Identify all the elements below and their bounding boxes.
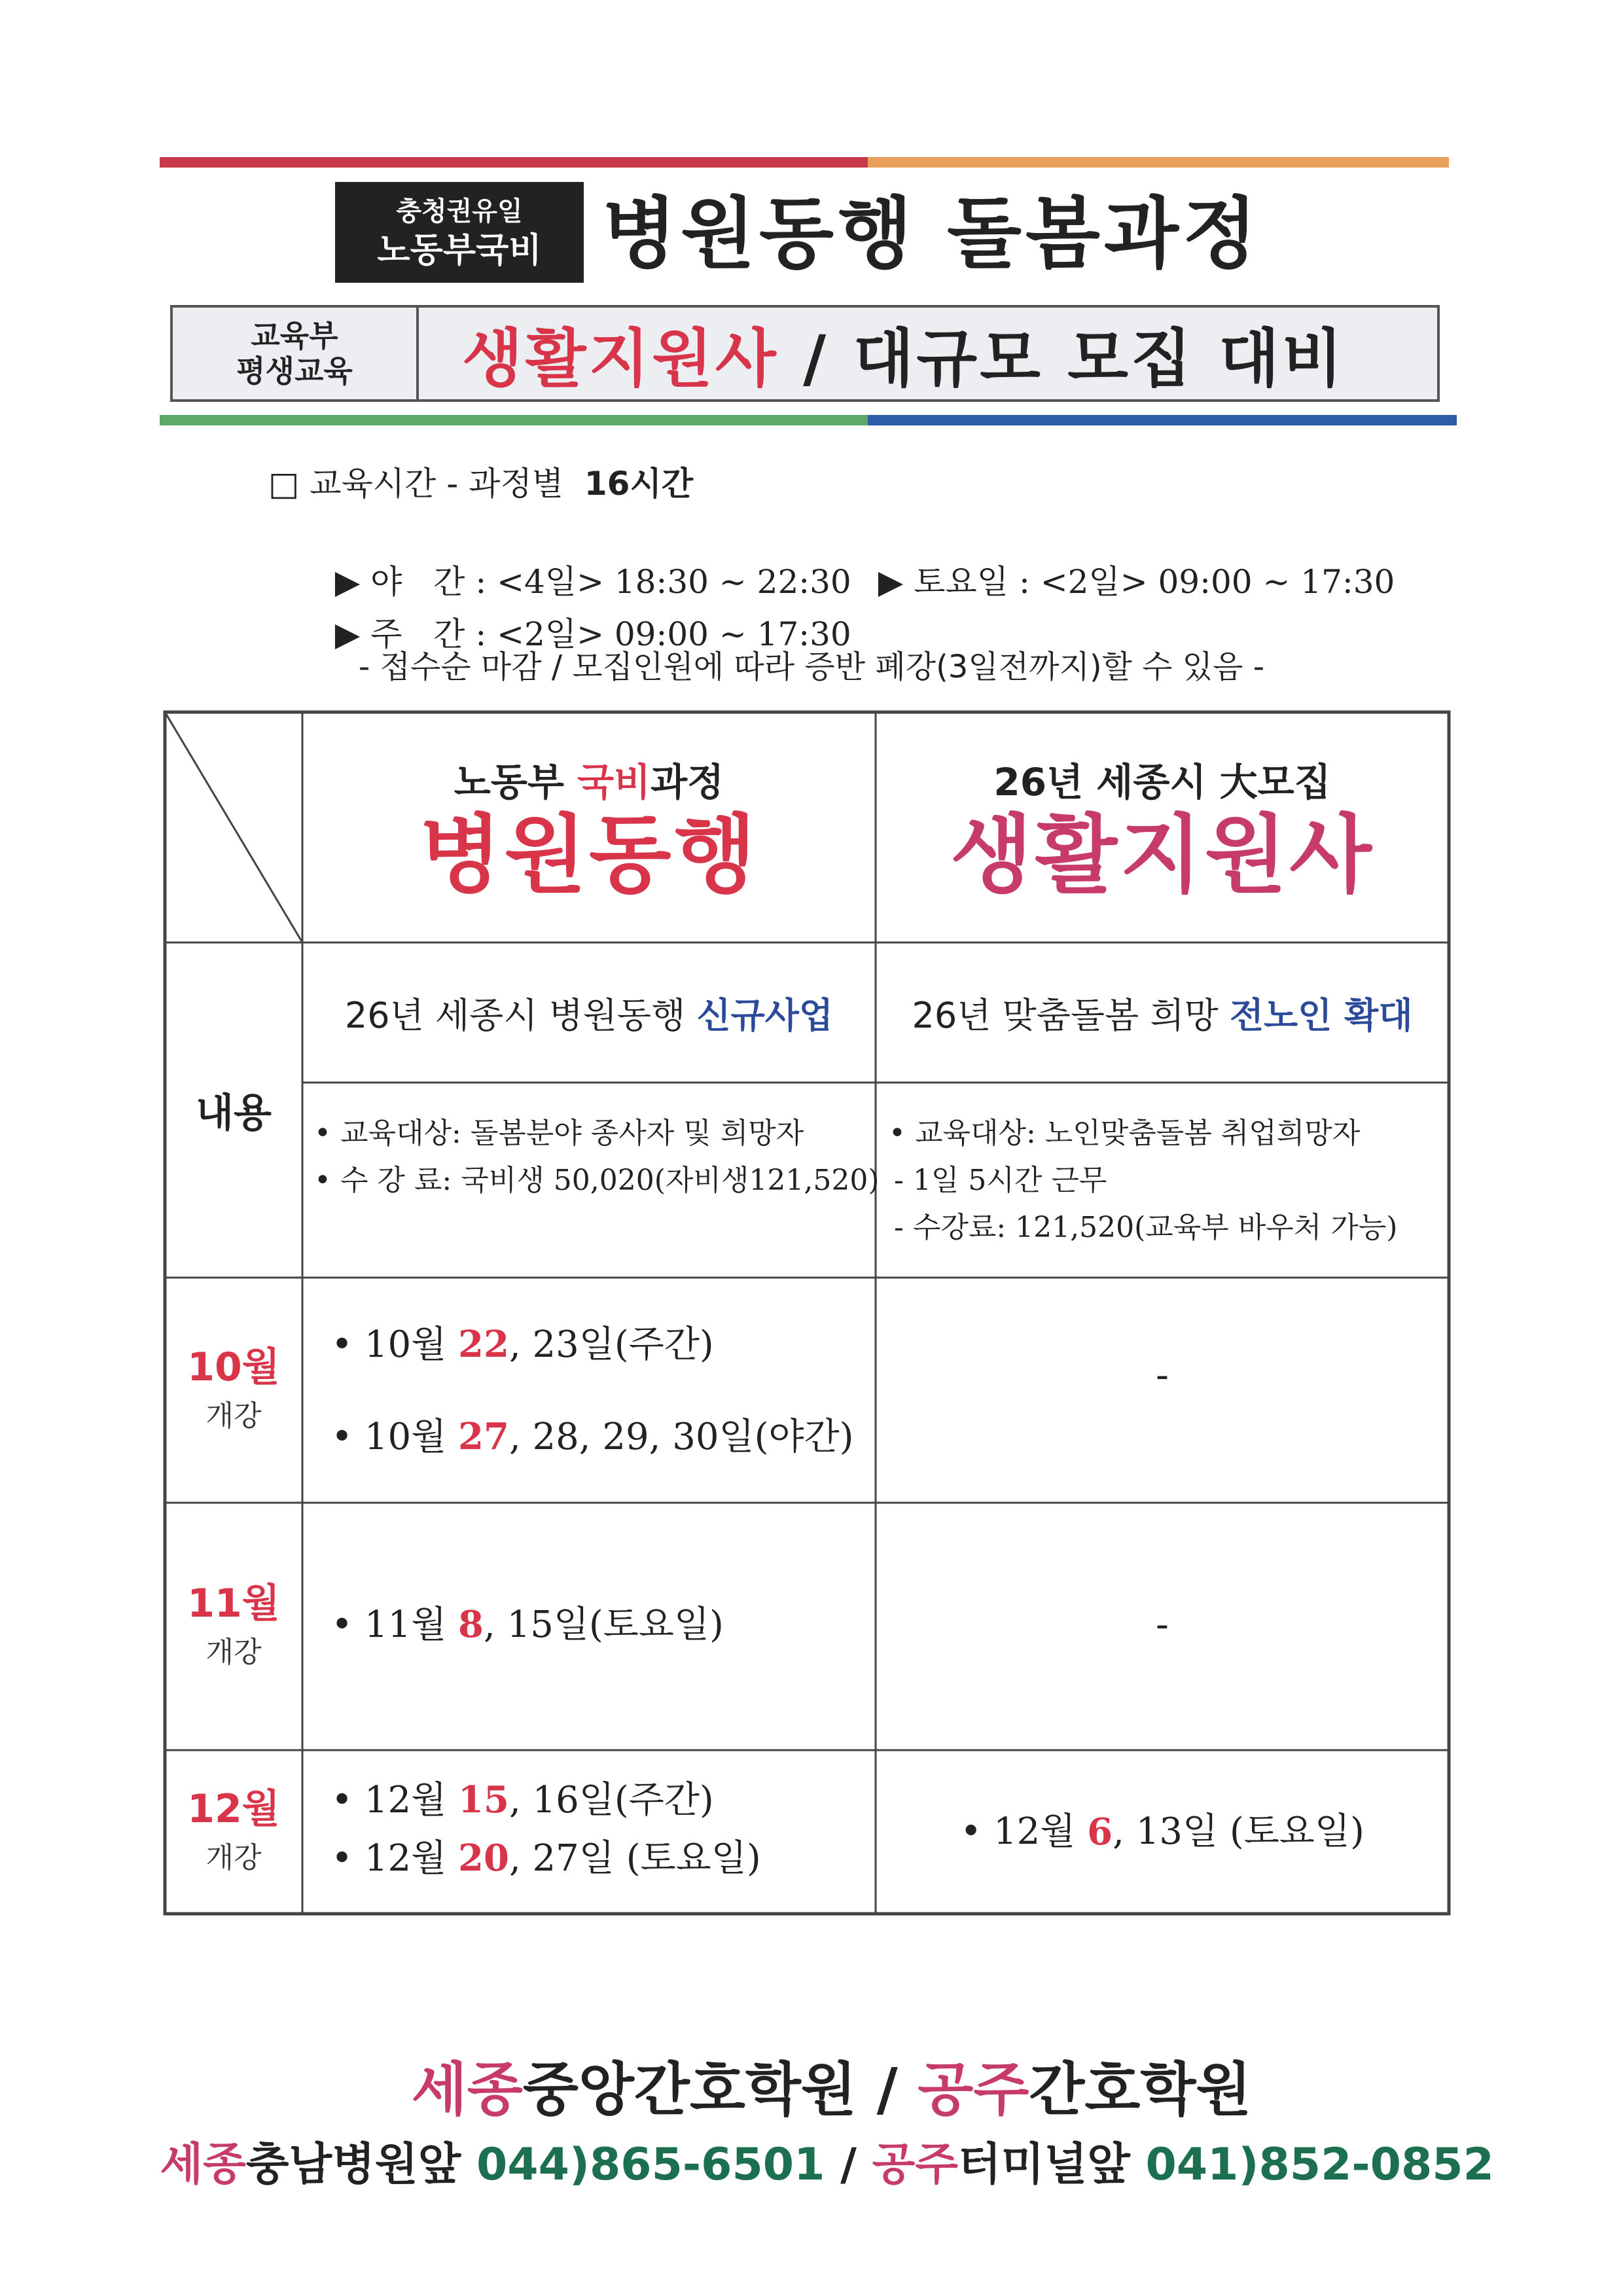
schedule-highlight: 8 [458,1603,484,1646]
col1-project-prefix: 26년 세종시 병원동행 [344,994,697,1036]
schedule-highlight: 20 [458,1837,509,1880]
subtitle-rest: / 대규모 모집 대비 [778,321,1346,395]
schedule-suffix: , 28, 29, 30일(야간) [508,1416,854,1458]
contact-separator: / [825,2139,872,2191]
subtitle-highlight: 생활지원사 [462,321,779,395]
phone2: 041)852-0852 [1145,2139,1494,2191]
col2-details [889,1110,1397,1251]
october-schedule [331,1318,854,1463]
school1-highlight: 세종 [411,2056,523,2123]
col2-project-highlight: 전노인 확대 [1229,994,1413,1036]
schedule-prefix: • 12월 [960,1810,1088,1853]
col1-sub-suffix: 과정 [651,760,724,804]
december-schedule-line-2 [331,1832,761,1885]
schedule-highlight: 22 [458,1323,509,1366]
schedule-suffix: , 27일 (토요일) [508,1837,761,1880]
arrow-icon: ▶ [334,563,361,601]
header-bar-green [160,415,868,425]
schedule-suffix: , 13일 (토요일) [1113,1810,1364,1853]
top-bar-red [160,157,868,168]
col1-project-line [302,942,876,1083]
address2-highlight: 공주 [872,2139,958,2191]
october-month: 10월 [187,1344,280,1390]
schedule-prefix: • 11월 [331,1604,458,1646]
november-month: 11월 [187,1581,280,1626]
col1-detail-fee: • 수 강 료: 국비생 50,020(자비생121,520) [314,1164,880,1197]
hours-value: 16시간 [584,465,694,503]
schedule-prefix: • 12월 [331,1779,458,1821]
address2: 터미널앞 [958,2139,1146,2191]
schedule-prefix: • 10월 [331,1323,458,1366]
column-header-support [876,733,1449,929]
column-header-support-sub: 26년 세종시 大모집 [993,760,1331,804]
december-support-cell [876,1750,1449,1914]
column-header-hospital-sub [454,759,724,806]
schedule-highlight: 27 [458,1415,509,1458]
october-schedule-line-2 [331,1410,854,1463]
top-bar-orange [868,157,1449,168]
checkbox-icon: □ [268,465,300,503]
address1: 충남병원앞 [245,2139,476,2191]
notice-line: - 접수순 마감 / 모집인원에 따라 증반 폐강(3일전까지)할 수 있음 - [358,649,1265,685]
school1-name: 중앙간호학원 [522,2056,857,2123]
contact-line [0,2077,1623,2193]
subtitle-box-right [416,308,1437,399]
december-schedule [331,1774,761,1885]
hours-label: 교육시간 - 과정별 [310,465,574,503]
october-open-label: 개강 [205,1399,262,1433]
schedule-suffix: , 16일(주간) [508,1779,714,1821]
column-header-hospital [302,733,876,929]
schedule-suffix: , 15일(토요일) [483,1604,724,1646]
col2-detail-hours: - 1일 5시간 근무 [894,1164,1107,1197]
col1-sub-highlight: 국비 [577,760,651,804]
subtitle-left-line-1: 교육부 [251,318,338,353]
arrow-icon: ▶ [334,615,361,653]
col2-detail-fee: - 수강료: 121,520(교육부 바우처 가능) [894,1211,1398,1244]
school-separator: / [856,2056,918,2123]
saturday-schedule: 토요일 : <2일> 09:00 ~ 17:30 [914,563,1395,601]
subtitle-left-line-2: 평생교육 [236,353,353,389]
subtitle-box [170,305,1440,402]
col2-project-prefix: 26년 맞춤돌봄 희망 [912,994,1230,1036]
column-header-support-title: 생활지원사 [950,805,1374,905]
november-open-label: 개강 [205,1636,262,1669]
col1-detail-target: • 교육대상: 돌봄분야 종사자 및 희망자 [314,1117,804,1150]
november-schedule-line-1 [331,1598,724,1651]
phone1: 044)865-6501 [476,2139,825,2191]
row-label-october [165,1278,302,1503]
schedule-prefix: • 12월 [331,1837,458,1880]
october-schedule-line-1 [331,1318,854,1371]
col1-details [314,1110,879,1204]
schedule-highlight: 15 [458,1778,509,1821]
badge-line-1: 충청권유일 [396,196,523,226]
schedule-prefix: • 10월 [331,1416,458,1458]
subtitle-box-left [173,308,419,399]
col1-sub-prefix: 노동부 [454,760,578,804]
row-label-content: 내용 [196,1090,272,1136]
school2-highlight: 공주 [918,2056,1029,2123]
badge-line-2: 노동부국비 [377,231,542,270]
row-label-december [165,1750,302,1914]
day-schedule: 주 간 : <2일> 09:00 ~ 17:30 [370,615,851,653]
arrow-icon: ▶ [878,563,904,601]
november-support-cell: - [1155,1604,1169,1646]
november-schedule [331,1598,724,1651]
saturday-line [857,513,1395,605]
funding-badge [335,182,584,283]
school2-name: 간호학원 [1029,2056,1252,2123]
december-schedule-line-1 [331,1774,761,1827]
col1-project-highlight: 신규사업 [696,994,834,1036]
header-bar-blue [868,415,1457,425]
december-month: 12월 [187,1786,280,1832]
october-support-cell: - [1155,1354,1169,1397]
col2-detail-target: • 교육대상: 노인맞춤돌봄 취업희망자 [889,1117,1361,1150]
page-title: 병원동행 돌봄과정 [602,188,1261,279]
col2-project-line [876,942,1449,1083]
hours-line [268,461,693,507]
address1-highlight: 세종 [160,2139,246,2191]
column-header-hospital-title: 병원동행 [419,805,759,905]
night-schedule: 야 간 : <4일> 18:30 ~ 22:30 [370,563,851,601]
schedule-suffix: , 23일(주간) [508,1323,714,1366]
december-open-label: 개강 [205,1841,262,1874]
row-label-november [165,1503,302,1750]
schedule-highlight: 6 [1087,1810,1113,1854]
